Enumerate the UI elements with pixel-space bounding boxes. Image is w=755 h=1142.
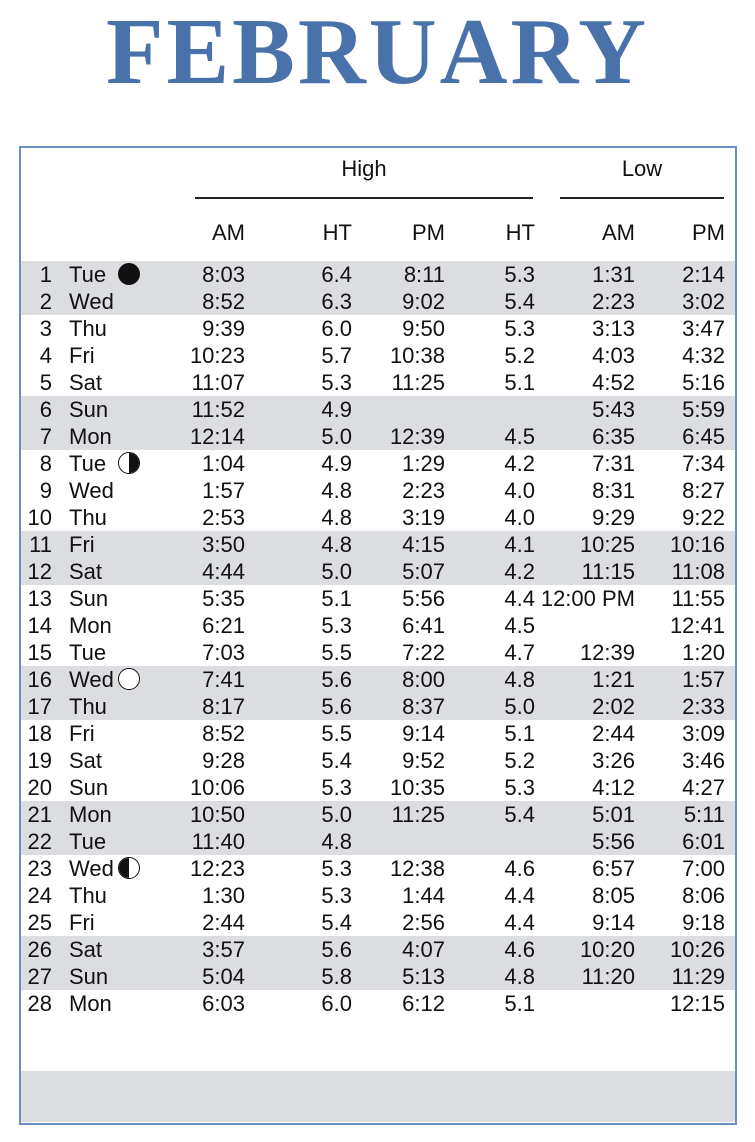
high-am-height: 5.6 — [321, 667, 352, 692]
last-moon-icon — [118, 857, 140, 879]
high-group-rule — [195, 197, 533, 199]
high-pm-height: 5.0 — [504, 694, 535, 719]
high-am-height: 5.0 — [321, 424, 352, 449]
high-am-time: 8:17 — [202, 694, 245, 719]
weekday: Wed — [69, 856, 114, 881]
day-number: 12 — [27, 559, 52, 584]
low-am-time: 2:23 — [592, 289, 635, 314]
low-pm-time: 2:14 — [682, 262, 725, 287]
table-row — [21, 450, 735, 477]
weekday: Sat — [69, 559, 103, 584]
low-pm-time: 9:18 — [682, 910, 725, 935]
day-number: 9 — [39, 478, 52, 503]
high-am-height: 5.3 — [321, 775, 352, 800]
high-pm-time: 9:52 — [402, 748, 445, 773]
low-am-time: 6:57 — [592, 856, 635, 881]
low-pm-time: 1:57 — [682, 667, 725, 692]
weekday: Wed — [69, 667, 114, 692]
high-pm-height: 5.4 — [504, 802, 535, 827]
low-am-time: 4:03 — [592, 343, 635, 368]
high-am-height: 5.6 — [321, 694, 352, 719]
low-pm-time: 9:22 — [682, 505, 725, 530]
high-pm-height: 4.2 — [504, 559, 535, 584]
low-am-time: 9:14 — [592, 910, 635, 935]
low-am-time: 1:21 — [592, 667, 635, 692]
low-am-time: 12:00 PM — [540, 586, 635, 611]
high-pm-time: 11:25 — [391, 802, 445, 827]
table-row — [21, 666, 735, 693]
high-pm-height: 4.4 — [504, 883, 535, 908]
high-pm-time: 8:00 — [402, 667, 445, 692]
low-am-time: 5:56 — [592, 829, 635, 854]
high-group-header: High — [341, 156, 387, 181]
high-pm-time: 12:39 — [389, 424, 445, 449]
low-pm-time: 8:27 — [682, 478, 725, 503]
low-am-time: 2:44 — [592, 721, 635, 746]
table-row — [21, 504, 735, 531]
day-number: 19 — [27, 748, 52, 773]
table-row — [21, 990, 735, 1017]
low-pm-time: 11:29 — [671, 964, 725, 989]
high-pm-time: 5:56 — [402, 586, 445, 611]
full-moon-icon — [118, 668, 140, 690]
weekday: Mon — [69, 991, 112, 1016]
high-pm-time: 5:07 — [402, 559, 445, 584]
day-number: 23 — [27, 856, 52, 881]
high-pm-time: 8:37 — [402, 694, 445, 719]
table-row — [21, 801, 735, 828]
day-number: 6 — [39, 397, 52, 422]
high-pm-height: 5.1 — [504, 991, 535, 1016]
weekday: Fri — [69, 532, 95, 557]
table-row — [21, 315, 735, 342]
high-am-time: 5:35 — [202, 586, 245, 611]
day-number: 1 — [39, 262, 52, 287]
high-am-time: 10:50 — [189, 802, 245, 827]
high-am-height: 5.3 — [321, 370, 352, 395]
weekday: Mon — [69, 802, 112, 827]
high-am-height: 4.8 — [321, 532, 352, 557]
weekday: Wed — [69, 289, 114, 314]
high-pm-height: 4.4 — [504, 586, 535, 611]
high-pm-height: 5.3 — [504, 775, 535, 800]
high-pm-time: 6:12 — [402, 991, 445, 1016]
table-row — [21, 774, 735, 801]
high-am-time: 7:03 — [202, 640, 245, 665]
low-am-time: 11:15 — [581, 559, 635, 584]
low-pm-time: 4:32 — [682, 343, 725, 368]
table-row — [21, 639, 735, 666]
high-am-height: 5.0 — [321, 802, 352, 827]
day-number: 27 — [27, 964, 52, 989]
table-row — [21, 342, 735, 369]
low-am-time: 10:20 — [579, 937, 635, 962]
low-am-time: 8:05 — [592, 883, 635, 908]
high-am-height: 6.4 — [321, 262, 352, 287]
high-pm-height: 5.1 — [504, 721, 535, 746]
low-pm-time: 12:41 — [669, 613, 725, 638]
high-pm-time: 1:44 — [402, 883, 445, 908]
high-am-height: 5.5 — [321, 640, 352, 665]
high-am-time: 3:50 — [202, 532, 245, 557]
low-pm-time: 6:01 — [682, 829, 725, 854]
table-row — [21, 423, 735, 450]
day-number: 8 — [39, 451, 52, 476]
high-pm-height: 4.6 — [504, 856, 535, 881]
low-pm-time: 3:46 — [682, 748, 725, 773]
day-number: 13 — [27, 586, 52, 611]
low-pm-time: 12:15 — [669, 991, 725, 1016]
high-am-height: 4.8 — [321, 505, 352, 530]
table-row — [21, 558, 735, 585]
high-am-height: 5.7 — [321, 343, 352, 368]
table-row — [21, 396, 735, 423]
high-pm-height: 4.0 — [504, 505, 535, 530]
high-am-time: 10:23 — [189, 343, 245, 368]
high-pm-time: 10:38 — [389, 343, 445, 368]
column-header-high-pm: PM — [412, 220, 445, 245]
weekday: Thu — [69, 694, 107, 719]
high-pm-time: 8:11 — [403, 262, 445, 287]
table-row — [21, 612, 735, 639]
day-number: 18 — [27, 721, 52, 746]
table-row — [21, 693, 735, 720]
high-pm-height: 5.2 — [504, 748, 535, 773]
high-am-time: 11:52 — [191, 397, 245, 422]
high-pm-time: 4:07 — [402, 937, 445, 962]
high-am-time: 2:53 — [202, 505, 245, 530]
high-pm-height: 4.4 — [504, 910, 535, 935]
high-am-time: 12:23 — [189, 856, 245, 881]
high-pm-time: 10:35 — [389, 775, 445, 800]
high-am-height: 5.4 — [321, 748, 352, 773]
table-row — [21, 909, 735, 936]
high-pm-height: 4.7 — [504, 640, 535, 665]
weekday: Tue — [69, 640, 107, 665]
high-am-time: 3:57 — [202, 937, 245, 962]
low-pm-time: 5:11 — [683, 802, 725, 827]
weekday: Mon — [69, 613, 112, 638]
high-pm-time: 1:29 — [402, 451, 445, 476]
low-pm-time: 2:33 — [682, 694, 725, 719]
high-am-height: 5.6 — [321, 937, 352, 962]
high-pm-time: 9:02 — [402, 289, 445, 314]
weekday: Tue — [69, 451, 107, 476]
low-pm-time: 7:34 — [682, 451, 725, 476]
high-am-height: 5.5 — [321, 721, 352, 746]
first-moon-icon — [118, 452, 140, 474]
low-am-time: 5:01 — [592, 802, 635, 827]
table-row — [21, 585, 735, 612]
high-pm-time: 12:38 — [389, 856, 445, 881]
column-header-high-am: AM — [212, 220, 245, 245]
day-number: 16 — [27, 667, 52, 692]
day-number: 7 — [39, 424, 52, 449]
high-am-height: 4.9 — [321, 397, 352, 422]
table-row — [21, 882, 735, 909]
high-am-height: 5.0 — [321, 559, 352, 584]
high-am-height: 6.3 — [321, 289, 352, 314]
high-am-height: 4.8 — [321, 829, 352, 854]
low-pm-time: 3:47 — [682, 316, 725, 341]
day-number: 14 — [27, 613, 52, 638]
low-pm-time: 4:27 — [682, 775, 725, 800]
high-am-time: 12:14 — [189, 424, 245, 449]
high-am-time: 8:52 — [202, 721, 245, 746]
high-am-time: 2:44 — [202, 910, 245, 935]
day-number: 22 — [27, 829, 52, 854]
low-pm-time: 11:08 — [671, 559, 725, 584]
low-am-time: 8:31 — [592, 478, 635, 503]
weekday: Sun — [69, 586, 109, 611]
low-am-time: 11:20 — [581, 964, 635, 989]
low-pm-time: 10:16 — [669, 532, 725, 557]
day-number: 4 — [39, 343, 52, 368]
table-row — [21, 720, 735, 747]
high-pm-height: 4.1 — [504, 532, 535, 557]
column-header-low-am: AM — [602, 220, 635, 245]
weekday: Fri — [69, 910, 95, 935]
day-number: 5 — [39, 370, 52, 395]
low-pm-time: 3:02 — [682, 289, 725, 314]
weekday: Fri — [69, 721, 95, 746]
high-am-height: 6.0 — [321, 991, 352, 1016]
high-am-time: 9:28 — [202, 748, 245, 773]
table-row — [21, 828, 735, 855]
low-pm-time: 5:16 — [682, 370, 725, 395]
high-pm-height: 4.0 — [504, 478, 535, 503]
weekday: Sat — [69, 937, 103, 962]
high-pm-height: 4.8 — [504, 964, 535, 989]
low-pm-time: 3:09 — [682, 721, 725, 746]
table-row — [21, 369, 735, 396]
high-am-height: 4.8 — [321, 478, 352, 503]
weekday: Thu — [69, 316, 107, 341]
new-moon-icon — [118, 263, 140, 285]
high-pm-time: 3:19 — [402, 505, 445, 530]
high-am-time: 8:03 — [202, 262, 245, 287]
high-pm-height: 4.5 — [504, 424, 535, 449]
low-am-time: 12:39 — [579, 640, 635, 665]
high-am-time: 4:44 — [202, 559, 245, 584]
low-am-time: 3:13 — [592, 316, 635, 341]
high-pm-height: 5.3 — [504, 262, 535, 287]
high-am-time: 1:30 — [202, 883, 245, 908]
low-pm-time: 8:06 — [682, 883, 725, 908]
day-number: 21 — [27, 802, 52, 827]
low-am-time: 1:31 — [592, 262, 635, 287]
low-am-time: 7:31 — [592, 451, 635, 476]
low-pm-time: 7:00 — [682, 856, 725, 881]
low-pm-time: 10:26 — [669, 937, 725, 962]
table-row — [21, 261, 735, 288]
high-am-height: 5.3 — [321, 613, 352, 638]
high-am-time: 10:06 — [189, 775, 245, 800]
low-am-time: 4:12 — [592, 775, 635, 800]
low-pm-time: 1:20 — [682, 640, 725, 665]
day-number: 28 — [27, 991, 52, 1016]
high-am-height: 6.0 — [321, 316, 352, 341]
high-pm-time: 4:15 — [402, 532, 445, 557]
table-row — [21, 963, 735, 990]
day-number: 24 — [27, 883, 52, 908]
day-number: 11 — [29, 532, 52, 557]
weekday: Sat — [69, 748, 103, 773]
high-am-time: 11:40 — [191, 829, 245, 854]
weekday: Tue — [69, 829, 107, 854]
weekday: Sat — [69, 370, 103, 395]
high-pm-time: 9:14 — [402, 721, 445, 746]
low-am-time: 2:02 — [592, 694, 635, 719]
high-pm-height: 5.3 — [504, 316, 535, 341]
high-pm-time: 5:13 — [402, 964, 445, 989]
high-pm-height: 5.2 — [504, 343, 535, 368]
weekday: Thu — [69, 883, 107, 908]
high-am-height: 5.3 — [321, 856, 352, 881]
table-row — [21, 477, 735, 504]
column-header-low-pm: PM — [692, 220, 725, 245]
high-pm-height: 4.2 — [504, 451, 535, 476]
page-title: FEBRUARY — [106, 0, 649, 104]
day-number: 26 — [27, 937, 52, 962]
weekday: Tue — [69, 262, 107, 287]
low-pm-time: 5:59 — [682, 397, 725, 422]
high-am-time: 8:52 — [202, 289, 245, 314]
weekday: Sun — [69, 775, 109, 800]
day-number: 25 — [27, 910, 52, 935]
tide-rows — [21, 261, 735, 1017]
day-number: 10 — [27, 505, 52, 530]
high-pm-height: 4.5 — [504, 613, 535, 638]
low-pm-time: 6:45 — [682, 424, 725, 449]
high-pm-time: 2:56 — [402, 910, 445, 935]
table-row — [21, 936, 735, 963]
high-pm-height: 4.6 — [504, 937, 535, 962]
high-pm-height: 4.8 — [504, 667, 535, 692]
high-pm-time: 6:41 — [402, 613, 445, 638]
column-header-high-ht2: HT — [505, 220, 535, 245]
weekday: Sun — [69, 397, 109, 422]
high-am-height: 5.1 — [321, 586, 352, 611]
high-pm-time: 11:25 — [391, 370, 445, 395]
low-am-time: 4:52 — [592, 370, 635, 395]
weekday: Wed — [69, 478, 114, 503]
weekday: Fri — [69, 343, 95, 368]
weekday: Sun — [69, 964, 109, 989]
weekday: Mon — [69, 424, 112, 449]
day-number: 20 — [27, 775, 52, 800]
high-am-time: 6:21 — [202, 613, 245, 638]
low-am-time: 3:26 — [592, 748, 635, 773]
high-pm-time: 2:23 — [402, 478, 445, 503]
high-am-height: 5.4 — [321, 910, 352, 935]
low-am-time: 9:29 — [592, 505, 635, 530]
high-am-time: 1:57 — [202, 478, 245, 503]
low-am-time: 5:43 — [592, 397, 635, 422]
weekday: Thu — [69, 505, 107, 530]
high-am-time: 11:07 — [191, 370, 245, 395]
day-number: 3 — [39, 316, 52, 341]
high-pm-time: 7:22 — [402, 640, 445, 665]
footer-band — [21, 1071, 735, 1122]
high-am-time: 6:03 — [202, 991, 245, 1016]
low-pm-time: 11:55 — [671, 586, 725, 611]
day-number: 15 — [27, 640, 52, 665]
table-row — [21, 531, 735, 558]
high-am-height: 5.3 — [321, 883, 352, 908]
low-am-time: 6:35 — [592, 424, 635, 449]
high-am-time: 1:04 — [202, 451, 245, 476]
high-am-height: 5.8 — [321, 964, 352, 989]
low-group-header: Low — [621, 156, 663, 181]
high-am-time: 9:39 — [202, 316, 245, 341]
high-pm-height: 5.4 — [504, 289, 535, 314]
high-pm-height: 5.1 — [504, 370, 535, 395]
table-row — [21, 855, 735, 882]
high-am-time: 7:41 — [202, 667, 245, 692]
high-am-time: 5:04 — [202, 964, 245, 989]
day-number: 17 — [27, 694, 52, 719]
high-am-height: 4.9 — [321, 451, 352, 476]
table-row — [21, 288, 735, 315]
column-header-high-ht: HT — [322, 220, 352, 245]
day-number: 2 — [39, 289, 52, 314]
low-am-time: 10:25 — [579, 532, 635, 557]
high-pm-time: 9:50 — [402, 316, 445, 341]
table-row — [21, 747, 735, 774]
low-group-rule — [560, 197, 724, 199]
